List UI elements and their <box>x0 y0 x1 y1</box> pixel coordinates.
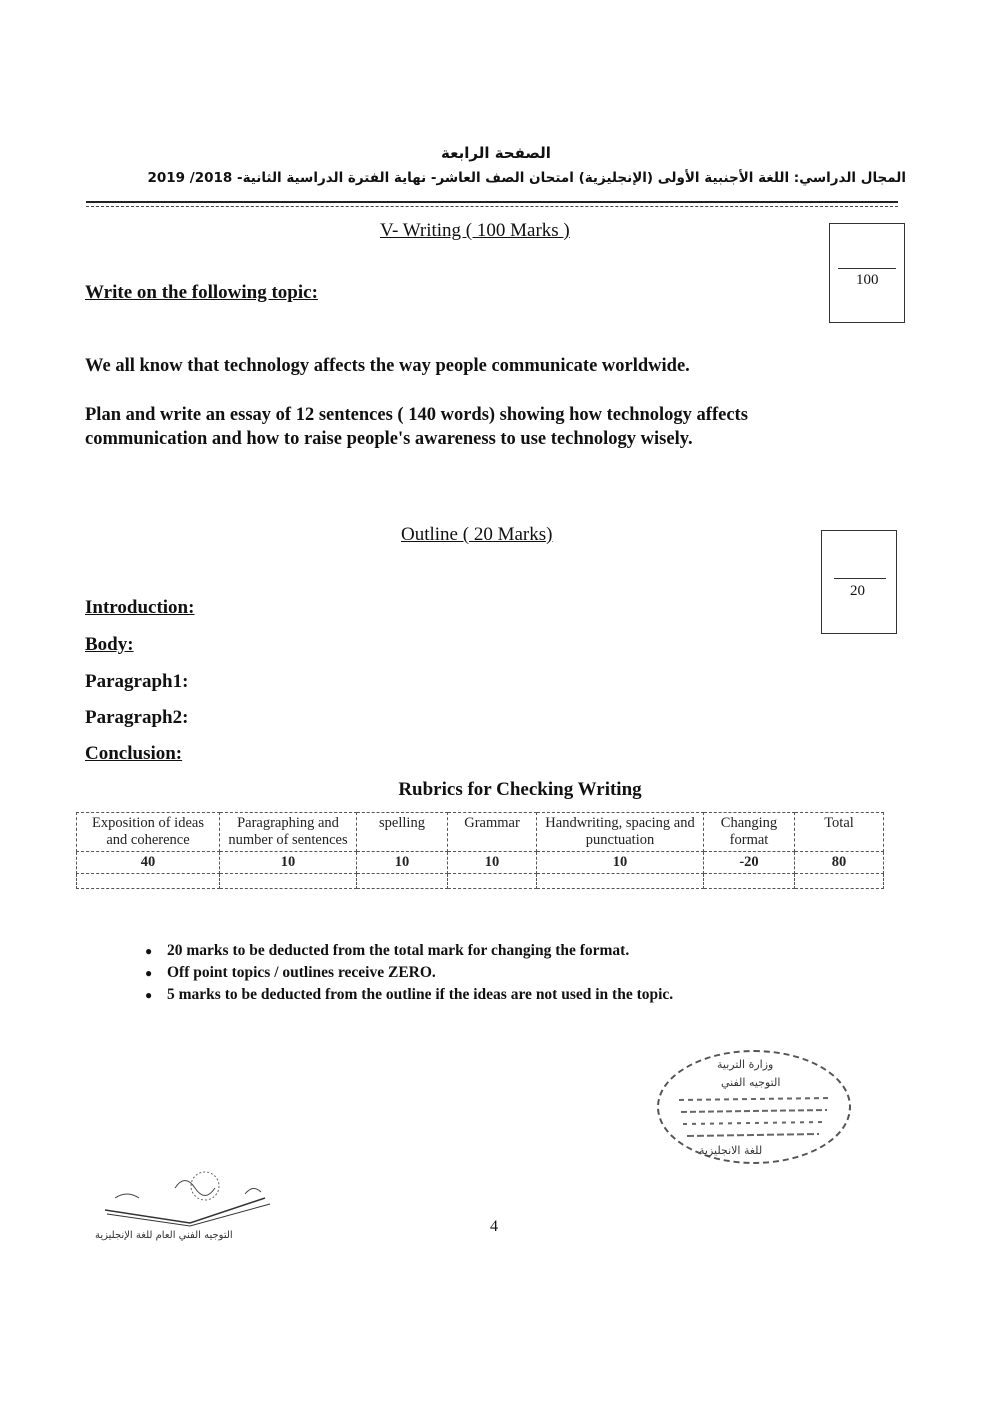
rubric-table <box>76 812 884 889</box>
rubric-value-cell: 80 <box>795 852 884 874</box>
bullet-icon: ● <box>145 988 153 1002</box>
note-text: Off point topics / outlines receive ZERO. <box>167 964 436 981</box>
bullet-icon: ● <box>145 966 153 980</box>
stamp-line: للغة الانجليزية <box>699 1144 763 1157</box>
note-text: 5 marks to be deducted from the outline if the ideas are not used in the topic. <box>167 986 674 1003</box>
rubric-header-cell: Changing format <box>704 813 795 852</box>
rubric-header-cell: Handwriting, spacing and punctuation <box>537 813 704 852</box>
supervision-stamp <box>95 1168 305 1248</box>
rubric-header-row <box>77 813 884 852</box>
note-item <box>145 964 673 986</box>
stamp-scribble-icon <box>659 1052 849 1162</box>
stamp-line: التوجيه الفني <box>721 1076 781 1089</box>
outline-score-box <box>821 530 897 634</box>
exam-subtitle-arabic: المجال الدراسي: اللغة الأجنبية الأولى (الإنجليزية) امتحان الصف العاشر- نهاية الفترة الدراسية الثانية- 2018/ 2019 <box>147 170 906 186</box>
topic-intro: We all know that technology affects the way people communicate worldwide. <box>85 356 690 376</box>
rubric-empty-cell <box>220 874 357 889</box>
rubric-score-row <box>77 874 884 889</box>
bullet-icon: ● <box>145 944 153 958</box>
score-line <box>834 578 886 579</box>
rubric-empty-cell <box>357 874 448 889</box>
outline-body: Body: <box>85 634 134 655</box>
rubric-value-cell: -20 <box>704 852 795 874</box>
outline-introduction: Introduction: <box>85 597 195 618</box>
rubric-value-cell: 10 <box>220 852 357 874</box>
rubric-empty-cell <box>77 874 220 889</box>
note-item <box>145 942 673 964</box>
rubric-empty-cell <box>795 874 884 889</box>
rubric-header-cell: Exposition of ideas and coherence <box>77 813 220 852</box>
outline-paragraph-1: Paragraph1: <box>85 671 189 692</box>
rubric-value-cell: 10 <box>357 852 448 874</box>
rubric-header-cell: Total <box>795 813 884 852</box>
outline-paragraph-2: Paragraph2: <box>85 707 189 728</box>
notes-list <box>145 942 673 1008</box>
topic-heading: Write on the following topic: <box>85 282 318 303</box>
note-text: 20 marks to be deducted from the total mark for changing the format. <box>167 942 630 959</box>
rubric-header-cell: spelling <box>357 813 448 852</box>
note-item <box>145 986 673 1008</box>
rubric-empty-cell <box>537 874 704 889</box>
signature-icon <box>95 1168 305 1228</box>
section-max-score: 100 <box>856 272 879 288</box>
score-line <box>838 268 896 269</box>
section-title: V- Writing ( 100 Marks ) <box>380 220 570 241</box>
page-heading-arabic: الصفحة الرابعة <box>441 144 551 162</box>
section-score-box <box>829 223 905 323</box>
outline-max-score: 20 <box>850 583 865 599</box>
rubric-values-row <box>77 852 884 874</box>
rubric-value-cell: 40 <box>77 852 220 874</box>
rubric-empty-cell <box>448 874 537 889</box>
page-number: 4 <box>490 1218 498 1235</box>
header-rule <box>86 201 898 203</box>
rubric-empty-cell <box>704 874 795 889</box>
stamp-line: وزارة التربية <box>717 1058 774 1071</box>
rubric-value-cell: 10 <box>537 852 704 874</box>
task-line-2: communication and how to raise people's awareness to use technology wisely. <box>85 429 693 449</box>
rubric-header-cell: Grammar <box>448 813 537 852</box>
header-rule-dashed <box>86 206 898 207</box>
outline-conclusion: Conclusion: <box>85 743 183 764</box>
outline-title: Outline ( 20 Marks) <box>401 524 553 545</box>
task-line-1: Plan and write an essay of 12 sentences ( 140 words) showing how technology affects <box>85 405 748 425</box>
rubric-title: Rubrics for Checking Writing <box>398 779 642 800</box>
rubric-header-cell: Paragraphing and number of sentences <box>220 813 357 852</box>
supervision-stamp-text: التوجيه الفني العام للغة الإنجليزية <box>95 1230 233 1241</box>
rubric-value-cell: 10 <box>448 852 537 874</box>
ministry-stamp <box>657 1050 851 1164</box>
